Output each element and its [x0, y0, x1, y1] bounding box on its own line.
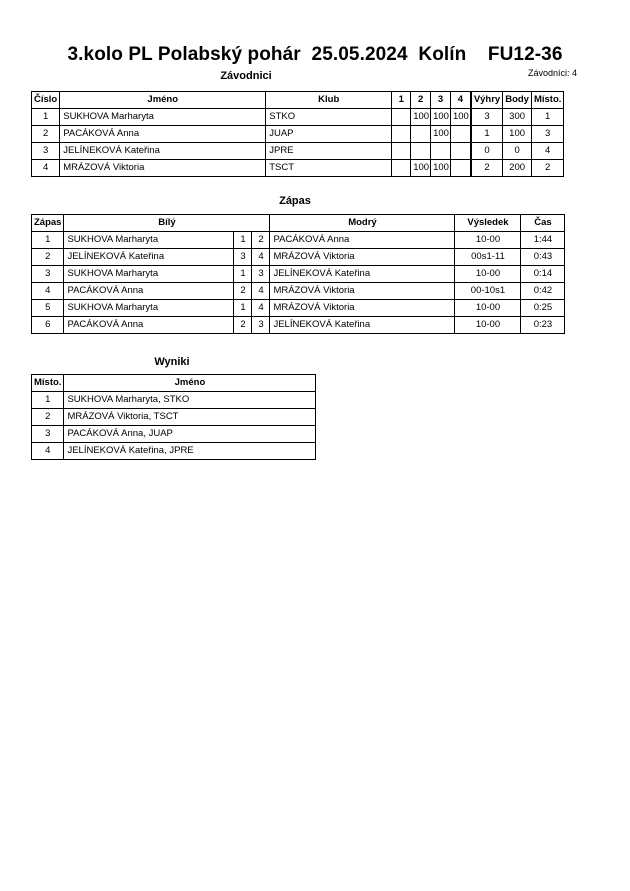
competitor-place: 4	[531, 143, 563, 160]
blue-id: 4	[252, 249, 270, 266]
white-id: 1	[234, 232, 252, 249]
table-row	[32, 443, 316, 460]
blue-competitor: MRÁZOVÁ Viktoria	[270, 300, 455, 317]
table-header-row	[32, 215, 565, 232]
round-score	[431, 143, 451, 160]
competitor-count: Závodníci: 4	[528, 68, 578, 78]
white-competitor: JELÍNEKOVÁ Kateřina	[64, 249, 234, 266]
table-row	[32, 317, 565, 334]
round-score: 100	[431, 126, 451, 143]
blue-competitor: MRÁZOVÁ Viktoria	[270, 283, 455, 300]
column-header: Zápas	[32, 215, 64, 232]
blue-id: 3	[252, 266, 270, 283]
blue-id: 2	[252, 232, 270, 249]
column-header: Jméno	[60, 92, 266, 109]
matches-table	[31, 214, 565, 334]
column-header: 4	[450, 92, 470, 109]
table-row	[32, 143, 564, 160]
competitor-club: JPRE	[266, 143, 392, 160]
result-place: 1	[32, 392, 64, 409]
table-row	[32, 249, 565, 266]
column-header: 1	[392, 92, 411, 109]
match-result: 10-00	[455, 317, 521, 334]
result-place: 3	[32, 426, 64, 443]
match-result: 00-10s1	[455, 283, 521, 300]
match-number: 5	[32, 300, 64, 317]
table-row	[32, 283, 565, 300]
table-header-row	[32, 375, 316, 392]
competitor-wins: 2	[471, 160, 503, 177]
white-competitor: SUKHOVA Marharyta	[64, 266, 234, 283]
column-header: Čas	[521, 215, 565, 232]
match-number: 3	[32, 266, 64, 283]
result-place: 2	[32, 409, 64, 426]
match-time: 0:23	[521, 317, 565, 334]
competitor-number: 3	[32, 143, 60, 160]
column-header: Místo.	[32, 375, 64, 392]
match-time: 0:43	[521, 249, 565, 266]
round-score	[411, 143, 431, 160]
blue-competitor: JELÍNEKOVÁ Kateřina	[270, 266, 455, 283]
blue-id: 3	[252, 317, 270, 334]
column-header: Bílý	[64, 215, 270, 232]
competitor-club: STKO	[266, 109, 392, 126]
round-score	[392, 126, 411, 143]
round-score	[450, 143, 470, 160]
competitor-number: 2	[32, 126, 60, 143]
white-competitor: SUKHOVA Marharyta	[64, 300, 234, 317]
table-row	[32, 160, 564, 177]
round-score: 100	[411, 160, 431, 177]
competitor-club: TSCT	[266, 160, 392, 177]
column-header: Modrý	[270, 215, 455, 232]
competitor-place: 2	[531, 160, 563, 177]
match-result: 00s1-11	[455, 249, 521, 266]
table-row	[32, 426, 316, 443]
table-row	[32, 409, 316, 426]
white-competitor: SUKHOVA Marharyta	[64, 232, 234, 249]
match-number: 1	[32, 232, 64, 249]
column-header: Body	[503, 92, 532, 109]
column-header: 2	[411, 92, 431, 109]
column-header: Místo.	[531, 92, 563, 109]
blue-competitor: PACÁKOVÁ Anna	[270, 232, 455, 249]
competitor-points: 200	[503, 160, 532, 177]
table-row	[32, 392, 316, 409]
white-id: 1	[234, 266, 252, 283]
competitor-points: 100	[503, 126, 532, 143]
white-competitor: PACÁKOVÁ Anna	[64, 283, 234, 300]
table-row	[32, 232, 565, 249]
column-header: Výsledek	[455, 215, 521, 232]
column-header: Výhry	[471, 92, 503, 109]
match-result: 10-00	[455, 266, 521, 283]
result-place: 4	[32, 443, 64, 460]
competitor-name: JELÍNEKOVÁ Kateřina	[60, 143, 266, 160]
match-time: 1:44	[521, 232, 565, 249]
column-header: 3	[431, 92, 451, 109]
table-row	[32, 109, 564, 126]
table-header-row	[32, 92, 564, 109]
column-header: Číslo	[32, 92, 60, 109]
column-header: Klub	[266, 92, 392, 109]
section-title-results: Wyniki	[154, 356, 190, 368]
section-title-matches: Zápas	[279, 195, 311, 207]
competitor-wins: 1	[471, 126, 503, 143]
match-number: 6	[32, 317, 64, 334]
competitor-number: 4	[32, 160, 60, 177]
result-name: MRÁZOVÁ Viktoria, TSCT	[64, 409, 316, 426]
results-table	[31, 374, 316, 460]
competitor-points: 0	[503, 143, 532, 160]
blue-id: 4	[252, 300, 270, 317]
round-score	[392, 160, 411, 177]
competitor-club: JUAP	[266, 126, 392, 143]
competitor-number: 1	[32, 109, 60, 126]
blue-id: 4	[252, 283, 270, 300]
round-score	[392, 109, 411, 126]
table-row	[32, 300, 565, 317]
competitor-place: 3	[531, 126, 563, 143]
blue-competitor: JELÍNEKOVÁ Kateřina	[270, 317, 455, 334]
round-score: 100	[411, 109, 431, 126]
round-score	[392, 143, 411, 160]
result-name: SUKHOVA Marharyta, STKO	[64, 392, 316, 409]
result-name: PACÁKOVÁ Anna, JUAP	[64, 426, 316, 443]
round-score: 100	[431, 109, 451, 126]
competitor-name: SUKHOVA Marharyta	[60, 109, 266, 126]
round-score	[450, 160, 470, 177]
competitor-points: 300	[503, 109, 532, 126]
round-score: 100	[450, 109, 470, 126]
competitor-name: MRÁZOVÁ Viktoria	[60, 160, 266, 177]
match-time: 0:25	[521, 300, 565, 317]
white-id: 2	[234, 317, 252, 334]
blue-competitor: MRÁZOVÁ Viktoria	[270, 249, 455, 266]
match-result: 10-00	[455, 300, 521, 317]
result-name: JELÍNEKOVÁ Kateřina, JPRE	[64, 443, 316, 460]
white-competitor: PACÁKOVÁ Anna	[64, 317, 234, 334]
white-id: 3	[234, 249, 252, 266]
match-time: 0:14	[521, 266, 565, 283]
column-header: Jméno	[64, 375, 316, 392]
competitor-name: PACÁKOVÁ Anna	[60, 126, 266, 143]
match-result: 10-00	[455, 232, 521, 249]
competitors-table	[31, 91, 564, 177]
competitor-place: 1	[531, 109, 563, 126]
competitor-wins: 3	[471, 109, 503, 126]
competitor-wins: 0	[471, 143, 503, 160]
page-title: 3.kolo PL Polabský pohár 25.05.2024 Kolín FU12-36	[67, 44, 563, 65]
round-score: 100	[431, 160, 451, 177]
match-number: 2	[32, 249, 64, 266]
section-title-competitors: Závodnici	[220, 70, 272, 82]
white-id: 2	[234, 283, 252, 300]
table-row	[32, 126, 564, 143]
round-score	[411, 126, 431, 143]
match-time: 0:42	[521, 283, 565, 300]
round-score	[450, 126, 470, 143]
table-row	[32, 266, 565, 283]
match-number: 4	[32, 283, 64, 300]
white-id: 1	[234, 300, 252, 317]
